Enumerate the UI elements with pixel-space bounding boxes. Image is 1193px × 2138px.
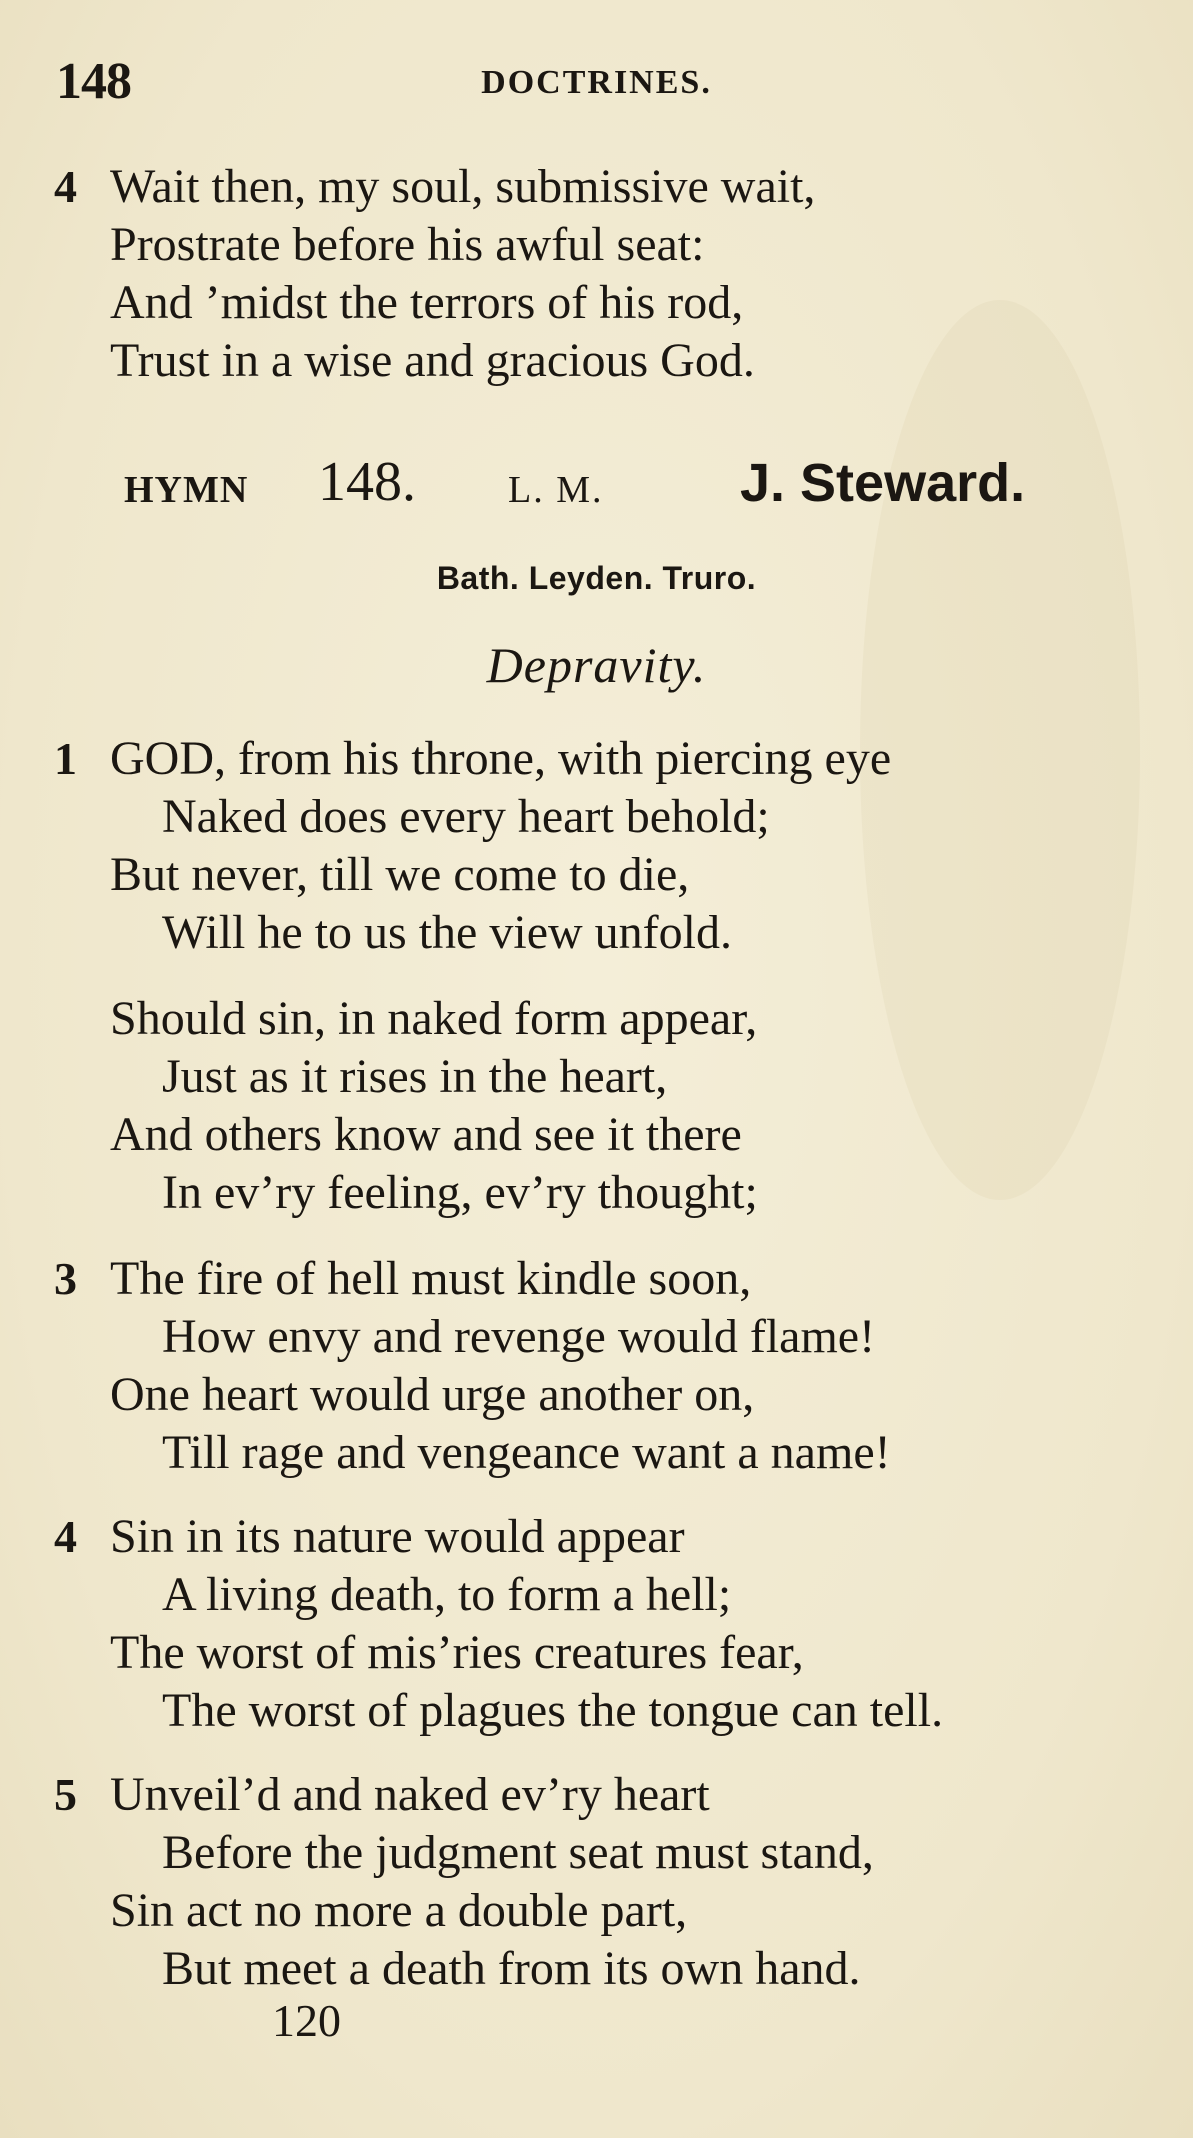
verse-text: And others know and see it there xyxy=(110,1108,742,1161)
verse-line xyxy=(0,1624,1193,1682)
verse-text: Unveil’d and naked ev’ry heart xyxy=(110,1768,710,1821)
running-head xyxy=(56,52,1137,112)
verse-text: One heart would urge another on, xyxy=(110,1368,755,1421)
verse-line xyxy=(0,1882,1193,1940)
verse-text: GOD, from his throne, with piercing eye xyxy=(110,732,892,785)
verse-text: The worst of mis’ries creatures fear, xyxy=(110,1626,804,1679)
verse-line xyxy=(0,274,1193,332)
verse-line xyxy=(0,904,1193,962)
verse-text: Before the judgment seat must stand, xyxy=(162,1826,874,1879)
stanza-number: 3 xyxy=(54,1253,77,1304)
verse-text: In ev’ry feeling, ev’ry thought; xyxy=(162,1166,758,1219)
verse-line xyxy=(0,216,1193,274)
verse-text: And ’midst the terrors of his rod, xyxy=(110,276,744,329)
stanza-1 xyxy=(0,730,1193,962)
verse-line xyxy=(0,1824,1193,1882)
verse-line xyxy=(0,788,1193,846)
verse-line xyxy=(0,990,1193,1048)
verse-text: How envy and revenge would flame! xyxy=(162,1310,876,1363)
verse-text: Naked does every heart behold; xyxy=(162,790,770,843)
stanza-number: 1 xyxy=(54,733,77,784)
stanza-2 xyxy=(0,990,1193,1222)
hymn-number: 148. xyxy=(318,451,416,513)
verse-line xyxy=(0,1940,1193,1998)
verse-text: But never, till we come to die, xyxy=(110,848,690,901)
hymn-metre: L. M. xyxy=(508,469,604,511)
verse-line xyxy=(0,1048,1193,1106)
signature-mark: 120 xyxy=(272,1995,341,2046)
verse-line xyxy=(0,1308,1193,1366)
stanza-4 xyxy=(0,1508,1193,1740)
verse-line xyxy=(0,1566,1193,1624)
verse-line xyxy=(0,1366,1193,1424)
hymn-topic: Depravity. xyxy=(486,637,707,693)
hymn-author: J. Steward. xyxy=(740,453,1026,513)
prev-hymn-stanza-4 xyxy=(0,158,1193,390)
stanza-5 xyxy=(0,1766,1193,1998)
verse-line xyxy=(0,730,1193,788)
verse-line xyxy=(0,158,1193,216)
verse-text: The worst of plagues the tongue can tell. xyxy=(162,1684,944,1737)
verse-line xyxy=(0,1682,1193,1740)
stanza-number: 5 xyxy=(54,1769,77,1820)
verse-line xyxy=(0,1164,1193,1222)
verse-text: Should sin, in naked form appear, xyxy=(110,992,758,1045)
tune-names: Bath. Leyden. Truro. xyxy=(436,560,757,596)
verse-text: The fire of hell must kindle soon, xyxy=(110,1252,752,1305)
stanza-3 xyxy=(0,1250,1193,1482)
verse-line xyxy=(0,1508,1193,1566)
verse-line xyxy=(0,1250,1193,1308)
stanza-number: 4 xyxy=(54,1511,77,1562)
verse-text: A living death, to form a hell; xyxy=(162,1568,732,1621)
verse-text: Trust in a wise and gracious God. xyxy=(110,334,755,387)
verse-text: Sin in its nature would appear xyxy=(110,1510,685,1563)
verse-line xyxy=(0,1766,1193,1824)
verse-line xyxy=(0,846,1193,904)
verse-text: Just as it rises in the heart, xyxy=(162,1050,668,1103)
verse-line xyxy=(0,1106,1193,1164)
page-number: 148 xyxy=(56,53,131,110)
verse-line xyxy=(0,332,1193,390)
verse-text: Wait then, my soul, submissive wait, xyxy=(110,160,816,213)
running-title: DOCTRINES. xyxy=(481,64,712,101)
verse-text: Sin act no more a double part, xyxy=(110,1884,688,1937)
hymn-heading xyxy=(0,450,1193,520)
verse-line xyxy=(0,1424,1193,1482)
stanza-number: 4 xyxy=(54,161,77,212)
verse-text: But meet a death from its own hand. xyxy=(162,1942,861,1995)
verse-text: Till rage and vengeance want a name! xyxy=(162,1426,891,1479)
verse-text: Will he to us the view unfold. xyxy=(162,906,732,959)
verse-text: Prostrate before his awful seat: xyxy=(110,218,705,271)
hymn-label: HYMN xyxy=(124,469,249,511)
